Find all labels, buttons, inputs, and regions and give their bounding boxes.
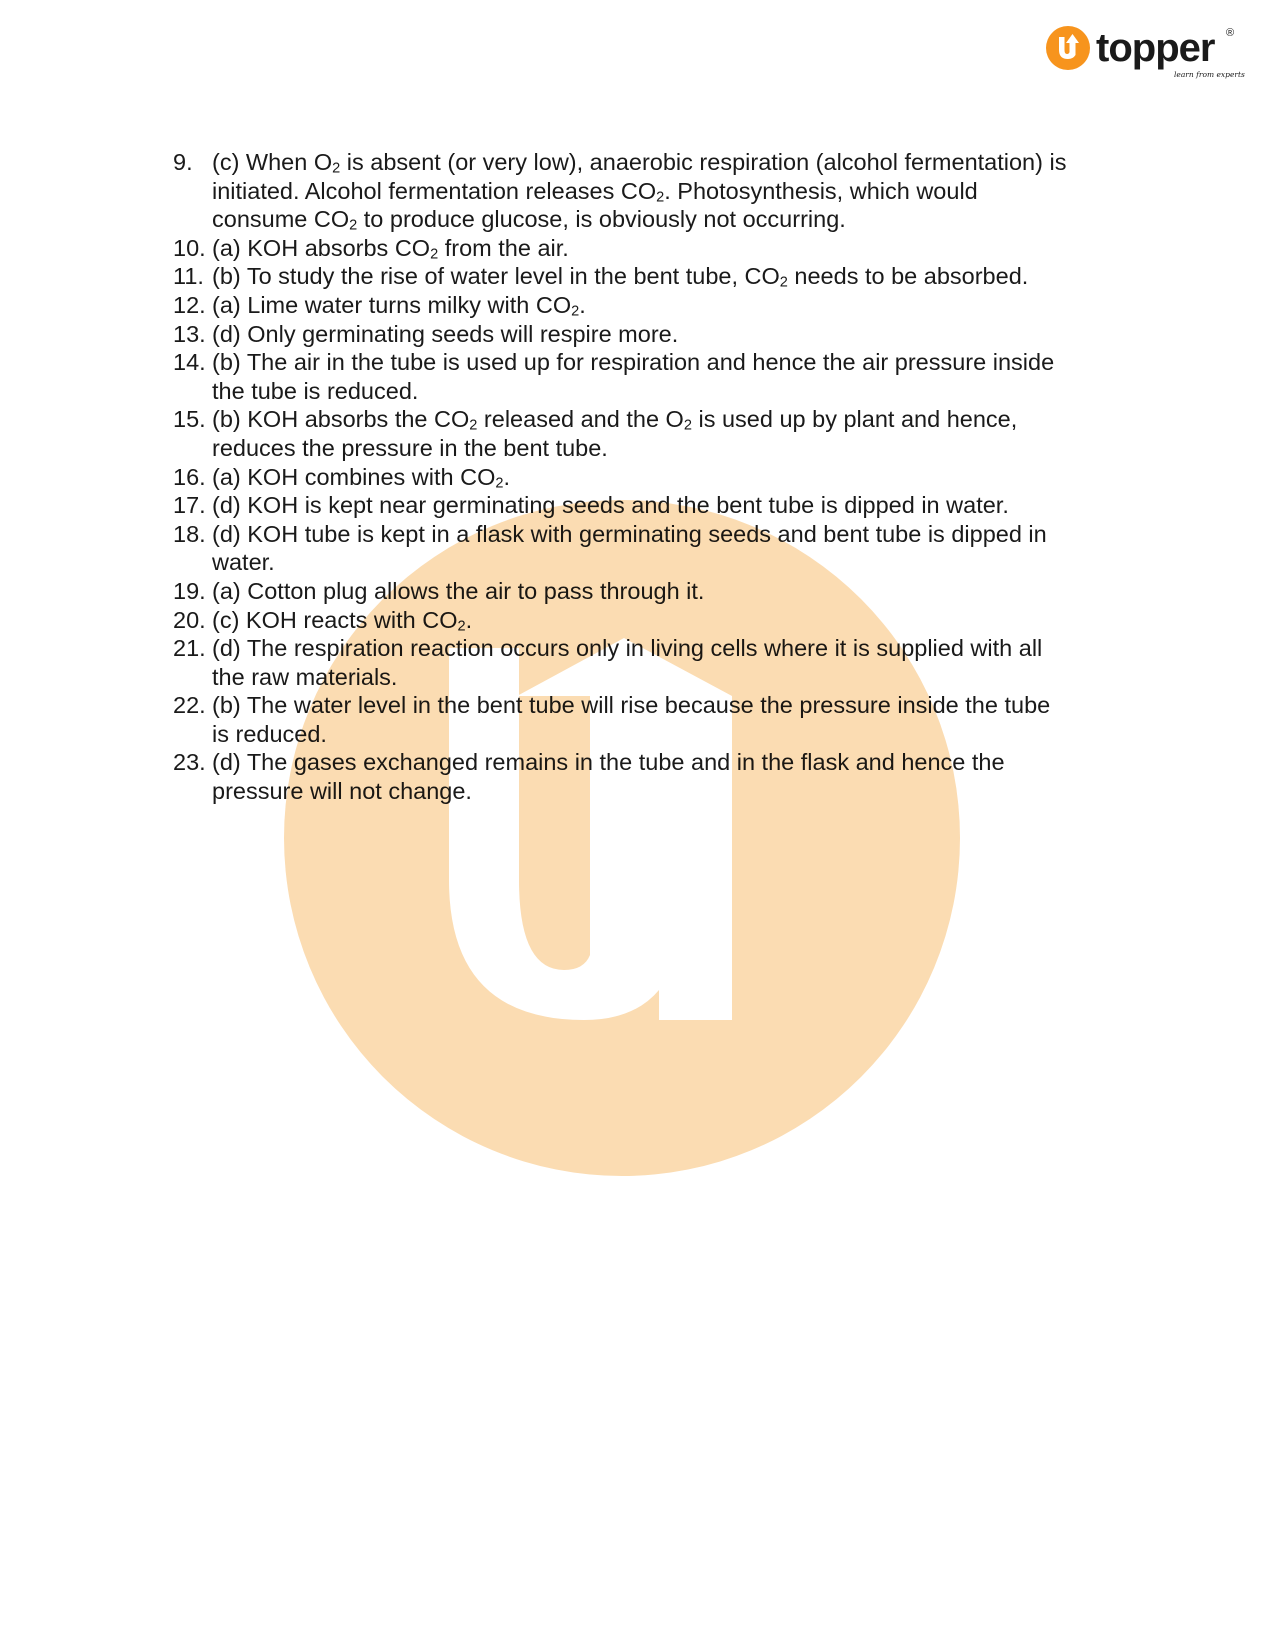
subscript: 2 bbox=[332, 160, 341, 177]
text-run: (b) The air in the tube is used up for respiration and hence the air pressure inside bbox=[212, 349, 1055, 376]
answer-text bbox=[212, 320, 1133, 349]
text-run: reduces the pressure in the bent tube. bbox=[212, 434, 608, 461]
text-run: consume CO bbox=[212, 206, 350, 233]
answer-line bbox=[212, 777, 1133, 806]
text-run: (d) The gases exchanged remains in the tube and in the flask and hence the bbox=[212, 749, 1005, 776]
subscript: 2 bbox=[457, 618, 466, 635]
text-run: (d) KOH is kept near germinating seeds and the bent tube is dipped in water. bbox=[212, 492, 1009, 519]
text-run: is used up by plant and hence, bbox=[691, 406, 1018, 433]
logo-text: topper bbox=[1096, 26, 1215, 70]
answer-number: 11. bbox=[173, 263, 204, 290]
answer-item bbox=[173, 606, 1133, 635]
answer-line bbox=[212, 606, 1133, 635]
answer-text bbox=[212, 405, 1133, 462]
text-run: the tube is reduced. bbox=[212, 377, 419, 404]
answer-number: 21. bbox=[173, 635, 206, 662]
answer-number: 15. bbox=[173, 406, 206, 433]
answer-number: 20. bbox=[173, 606, 206, 633]
answer-number: 10. bbox=[173, 234, 206, 261]
answer-number: 9. bbox=[173, 149, 193, 175]
answer-number: 13. bbox=[173, 320, 206, 347]
answer-item bbox=[173, 520, 1133, 577]
subscript: 2 bbox=[683, 417, 692, 434]
answer-item bbox=[173, 148, 1133, 234]
answer-text bbox=[212, 291, 1133, 320]
answer-item bbox=[173, 262, 1133, 291]
answer-line bbox=[212, 234, 1133, 263]
answer-line bbox=[212, 548, 1133, 577]
answer-line bbox=[212, 148, 1133, 177]
answer-line bbox=[212, 463, 1133, 492]
answer-item bbox=[173, 320, 1133, 349]
answer-text bbox=[212, 234, 1133, 263]
answer-text bbox=[212, 748, 1133, 805]
answer-line bbox=[212, 320, 1133, 349]
answer-line bbox=[212, 291, 1133, 320]
answer-item bbox=[173, 748, 1133, 805]
answer-line bbox=[212, 434, 1133, 463]
text-run: is reduced. bbox=[212, 720, 327, 747]
text-run: (c) KOH reacts with CO bbox=[212, 606, 458, 633]
topper-logo bbox=[1046, 24, 1246, 84]
answer-text bbox=[212, 577, 1133, 606]
text-run: (a) Cotton plug allows the air to pass through it. bbox=[212, 577, 705, 604]
answer-text bbox=[212, 520, 1133, 577]
answer-number: 12. bbox=[173, 291, 206, 318]
text-run: is absent (or very low), anaerobic respiration (alcohol fermentation) is bbox=[340, 149, 1067, 175]
subscript: 2 bbox=[349, 217, 358, 234]
answer-number: 16. bbox=[173, 463, 206, 490]
text-run: the raw materials. bbox=[212, 663, 398, 690]
answer-item bbox=[173, 405, 1133, 462]
answer-key-list bbox=[173, 148, 1133, 806]
answer-number: 23. bbox=[173, 749, 206, 776]
answer-line bbox=[212, 377, 1133, 406]
text-run: needs to be absorbed. bbox=[787, 263, 1029, 290]
subscript: 2 bbox=[495, 475, 504, 492]
answer-text bbox=[212, 606, 1133, 635]
text-run: (d) The respiration reaction occurs only in living cells where it is supplied with all bbox=[212, 635, 1043, 662]
text-run: pressure will not change. bbox=[212, 778, 472, 805]
subscript: 2 bbox=[430, 246, 439, 263]
answer-item bbox=[173, 491, 1133, 520]
text-run: (a) Lime water turns milky with CO bbox=[212, 291, 572, 318]
text-run: to produce glucose, is obviously not occurring. bbox=[357, 206, 846, 233]
answer-text bbox=[212, 148, 1133, 234]
text-run: (a) KOH combines with CO bbox=[212, 463, 496, 490]
answer-item bbox=[173, 348, 1133, 405]
answer-item bbox=[173, 577, 1133, 606]
text-run: . Photosynthesis, which would bbox=[664, 177, 978, 204]
text-run: (d) Only germinating seeds will respire more. bbox=[212, 320, 679, 347]
subscript: 2 bbox=[779, 274, 788, 291]
answer-item bbox=[173, 691, 1133, 748]
text-run: from the air. bbox=[438, 234, 569, 261]
text-run: (b) The water level in the bent tube will rise because the pressure inside the tube bbox=[212, 692, 1051, 719]
subscript: 2 bbox=[571, 303, 580, 320]
answer-line bbox=[212, 577, 1133, 606]
answer-line bbox=[212, 177, 1133, 206]
text-run: (b) KOH absorbs the CO bbox=[212, 406, 470, 433]
text-run: initiated. Alcohol fermentation releases CO bbox=[212, 177, 657, 204]
text-run: (a) KOH absorbs CO bbox=[212, 234, 431, 261]
answer-text bbox=[212, 463, 1133, 492]
answer-item bbox=[173, 634, 1133, 691]
answer-text bbox=[212, 348, 1133, 405]
answer-line bbox=[212, 720, 1133, 749]
answer-text bbox=[212, 491, 1133, 520]
answer-text bbox=[212, 691, 1133, 748]
answer-line bbox=[212, 491, 1133, 520]
registered-mark: ® bbox=[1226, 27, 1235, 39]
answer-line bbox=[212, 748, 1133, 777]
answer-line bbox=[212, 262, 1133, 291]
logo-tagline: learn from experts bbox=[1174, 70, 1245, 79]
answer-item bbox=[173, 291, 1133, 320]
text-run: released and the O bbox=[477, 406, 684, 433]
subscript: 2 bbox=[656, 189, 665, 206]
answer-line bbox=[212, 691, 1133, 720]
text-run: . bbox=[465, 606, 473, 633]
answer-text bbox=[212, 262, 1133, 291]
answer-number: 17. bbox=[173, 492, 206, 519]
answer-line bbox=[212, 520, 1133, 549]
text-run: (c) When O bbox=[212, 149, 333, 175]
answer-text bbox=[212, 634, 1133, 691]
answer-number: 19. bbox=[173, 577, 206, 604]
answer-number: 22. bbox=[173, 692, 206, 719]
answer-line bbox=[212, 348, 1133, 377]
answer-line bbox=[212, 205, 1133, 234]
subscript: 2 bbox=[469, 417, 478, 434]
answer-line bbox=[212, 634, 1133, 663]
answer-line bbox=[212, 405, 1133, 434]
logo-circle-icon bbox=[1046, 26, 1090, 70]
text-run: (b) To study the rise of water level in the bent tube, CO bbox=[212, 263, 780, 290]
answer-number: 14. bbox=[173, 349, 206, 376]
text-run: (d) KOH tube is kept in a flask with germinating seeds and bent tube is dipped in bbox=[212, 520, 1047, 547]
answer-number: 18. bbox=[173, 520, 206, 547]
answer-line bbox=[212, 663, 1133, 692]
text-run: . bbox=[579, 291, 586, 318]
answer-item bbox=[173, 463, 1133, 492]
answer-item bbox=[173, 234, 1133, 263]
topper-logo-graphic bbox=[1046, 24, 1246, 84]
text-run: water. bbox=[212, 549, 275, 576]
text-run: . bbox=[503, 463, 511, 490]
